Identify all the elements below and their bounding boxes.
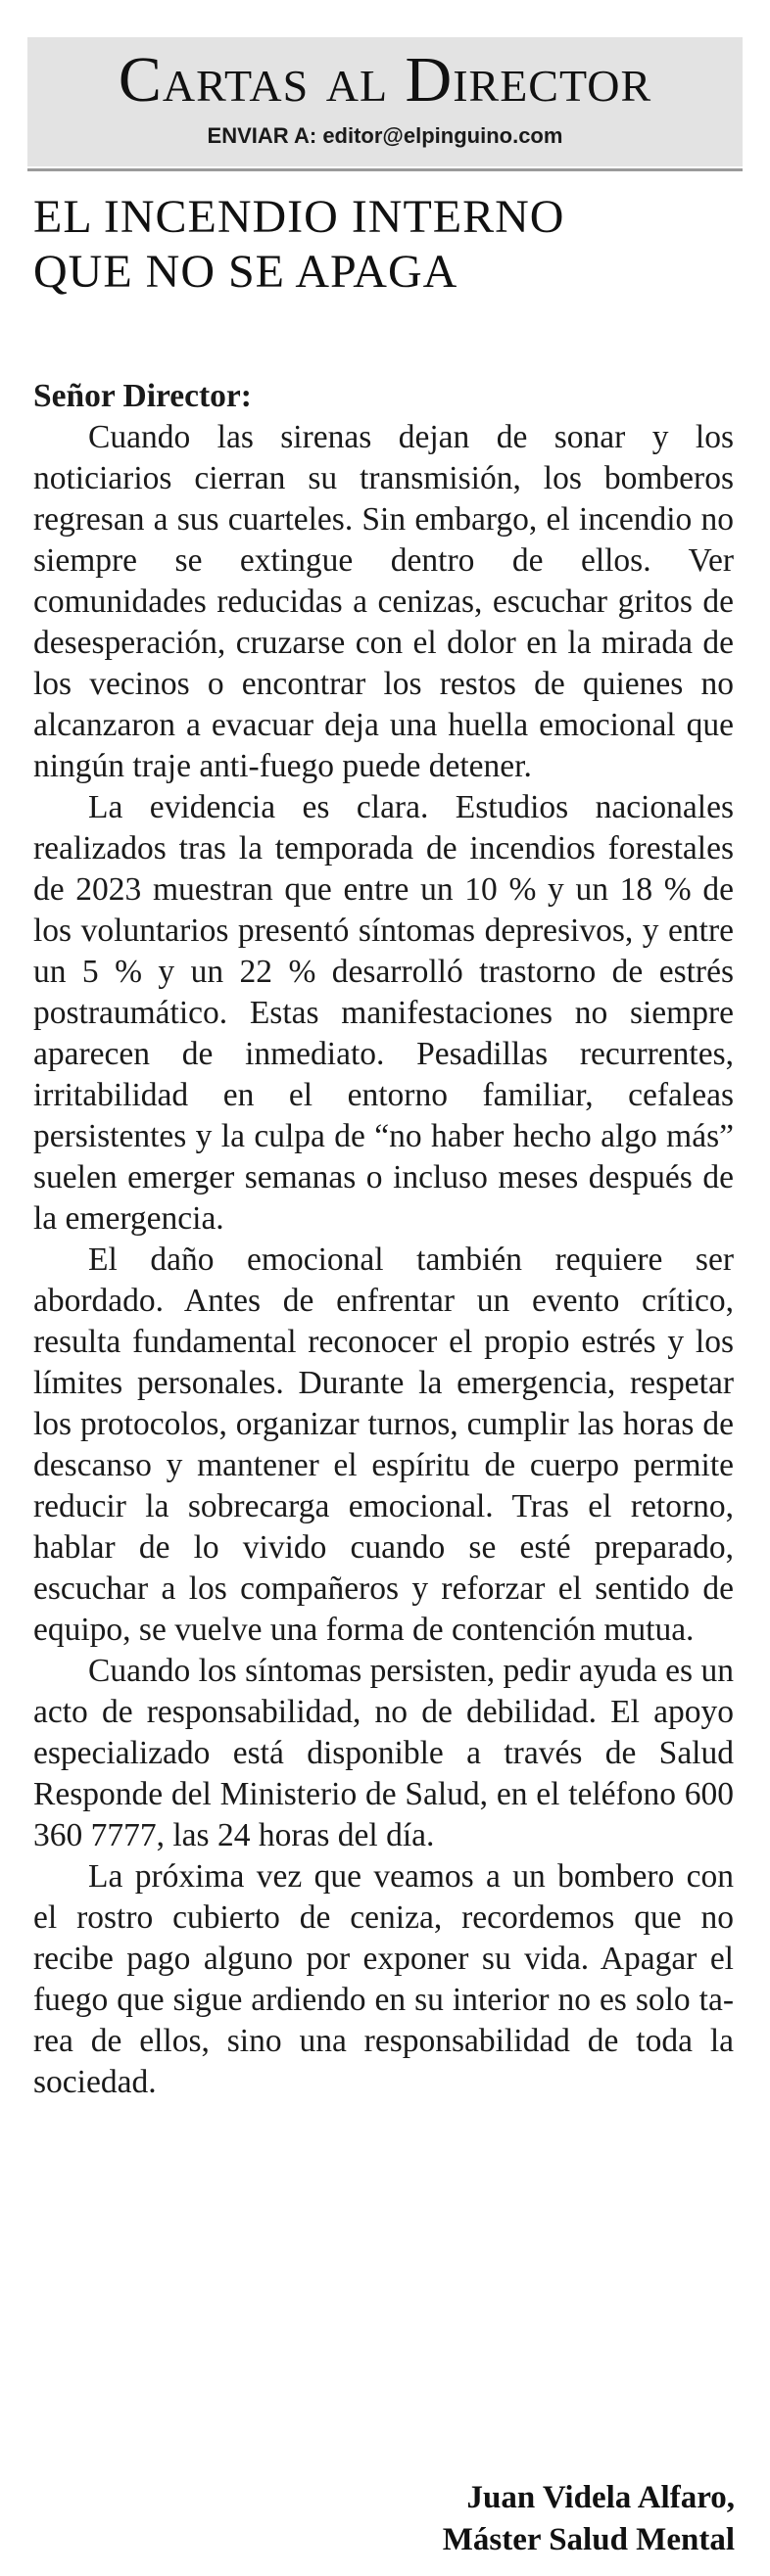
article-headline <box>33 190 739 300</box>
paragraph-2: La evidencia es clara. Estudios nacionales realizados tras la temporada de incendios forestales de 2023 muestran que entre un 10 % y un 18 % de los voluntarios presentó síntomas depresivos, y entre un 5 % y un 22 % desarrolló trastorno de estrés postraumático. Estas manifestaciones no siempre aparecen de inmediato. Pesadillas recurrentes, irritabilidad en el entorno familiar, cefaleas persistentes y la culpa de “no haber hecho algo más” suelen emerger semanas o incluso meses después de la emergencia. <box>33 789 734 1237</box>
paragraph-4: Cuando los síntomas persisten, pedir ayuda es un acto de responsabilidad, no de debilidad. El apoyo especializado está disponible a través de Salud Responde del Ministerio de Salud, en el teléfono 600 360 7777, las 24 horas del día. <box>33 1653 734 1853</box>
paragraph-3: El daño emocional también requiere ser abordado. Antes de enfrentar un evento crítico, resulta fundamental reconocer el propio estrés y los límites personales. Durante la emergencia, respetar los protocolos, organizar turnos, cumplir las horas de descanso y mantener el espíritu de cuerpo permite reducir la sobrecarga emocional. Tras el retorno, hablar de lo vivido cuando se esté preparado, escuchar a los compañeros y reforzar el sentido de equipo, se vuelve una forma de contención mutua. <box>33 1241 734 1648</box>
section-header <box>27 37 743 166</box>
letter-body <box>33 376 734 2103</box>
author-signature <box>443 2477 735 2561</box>
editor-email: editor@elpinguino.com <box>322 123 563 148</box>
author-name: Juan Videla Alfaro, <box>466 2480 735 2515</box>
headline-line-2: QUE NO SE APAGA <box>33 246 458 298</box>
paragraph-1: Cuando las sirenas dejan de sonar y los noticiarios cierran su transmisión, los bomberos regresan a sus cuarteles. Sin embargo, el incendio no siempre se extingue dentro de ellos. Ver comunidades reducidas a cenizas, escuchar gritos de desesperación, cruzarse con el dolor en la mirada de los vecinos o encontrar los restos de quienes no alcanzaron a evacuar deja una huella emocional que ningún traje anti-fuego puede detener. <box>33 419 734 784</box>
headline-line-1: EL INCENDIO INTERNO <box>33 191 565 243</box>
salutation: Señor Director: <box>33 378 252 414</box>
send-to-line <box>27 121 743 151</box>
header-divider <box>27 168 743 171</box>
author-title: Máster Salud Mental <box>442 2522 735 2557</box>
send-to-label: ENVIAR A: <box>207 123 317 148</box>
section-title: Cartas al Director <box>118 44 652 116</box>
paragraph-5: La próxima vez que veamos a un bombero con el rostro cubierto de ceniza, recordemos que no recibe pago alguno por exponer su vida. Apagar el fuego que sigue ardiendo en su interior no es solo tarea de ellos, sino una responsabilidad de toda la sociedad. <box>33 1858 734 2100</box>
